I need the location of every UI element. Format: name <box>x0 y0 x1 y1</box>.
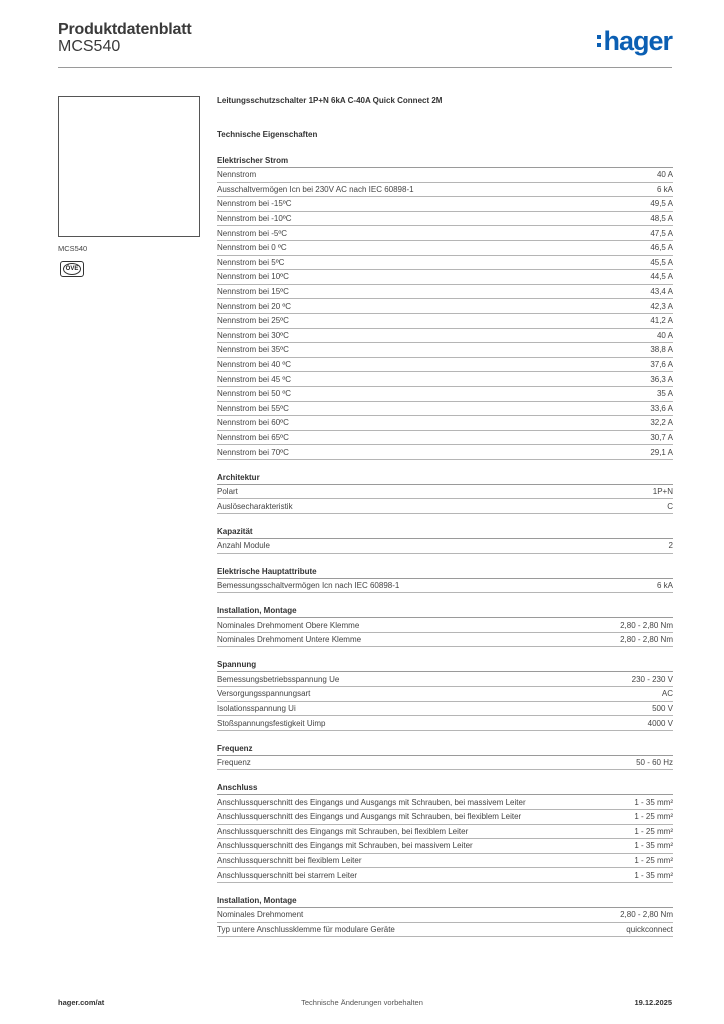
spec-label: Anzahl Module <box>217 541 270 551</box>
spec-row <box>217 868 673 883</box>
spec-value: 4000 V <box>647 718 673 728</box>
spec-value: 44,5 A <box>650 272 673 282</box>
spec-label: Anschlussquerschnitt des Eingangs mit Schrauben, bei massivem Leiter <box>217 841 473 851</box>
spec-value: 500 V <box>652 703 673 713</box>
spec-group <box>217 743 673 771</box>
spec-label: Isolationsspannung Ui <box>217 703 296 713</box>
spec-value: 50 - 60 Hz <box>636 758 673 768</box>
spec-value: 2,80 - 2,80 Nm <box>620 635 673 645</box>
certification-mark-text: ÖVE <box>63 263 81 275</box>
spec-row <box>217 908 673 923</box>
spec-row <box>217 854 673 869</box>
spec-label: Ausschaltvermögen Icn bei 230V AC nach IEC 60898-1 <box>217 184 414 194</box>
spec-value: 230 - 230 V <box>631 674 673 684</box>
spec-label: Polart <box>217 487 238 497</box>
spec-label: Nennstrom bei 5ºC <box>217 257 285 267</box>
spec-group <box>217 605 673 647</box>
spec-row <box>217 226 673 241</box>
spec-value: 36,3 A <box>650 374 673 384</box>
spec-label: Nennstrom bei 20 ºC <box>217 301 292 311</box>
page-title: Produktdatenblatt <box>58 21 192 38</box>
spec-value: 29,1 A <box>650 447 673 457</box>
spec-value: 41,2 A <box>650 316 673 326</box>
spec-label: Nominales Drehmoment <box>217 910 304 920</box>
footer-date: 19.12.2025 <box>634 998 672 1007</box>
spec-label: Nennstrom bei 0 ºC <box>217 243 287 253</box>
product-name: Leitungsschutzschalter 1P+N 6kA C-40A Quick Connect 2M <box>217 96 443 105</box>
spec-label: Nennstrom <box>217 170 257 180</box>
spec-value: 43,4 A <box>650 287 673 297</box>
spec-value: 1P+N <box>652 487 673 497</box>
spec-row <box>217 702 673 717</box>
spec-row <box>217 343 673 358</box>
hager-logo[interactable] <box>597 26 672 56</box>
spec-row <box>217 183 673 198</box>
spec-label: Nennstrom bei 10ºC <box>217 272 289 282</box>
spec-row <box>217 579 673 594</box>
spec-value: 38,8 A <box>650 345 673 355</box>
spec-group-title: Kapazität <box>217 526 673 539</box>
spec-row <box>217 431 673 446</box>
spec-value: 33,6 A <box>650 403 673 413</box>
spec-group-title: Elektrischer Strom <box>217 155 673 168</box>
spec-label: Nennstrom bei 60ºC <box>217 418 289 428</box>
footer-website-link[interactable]: hager.com/at <box>58 998 105 1007</box>
spec-value: 2,80 - 2,80 Nm <box>620 620 673 630</box>
spec-group-title: Installation, Montage <box>217 605 673 618</box>
spec-group <box>217 155 673 460</box>
spec-group-title: Anschluss <box>217 782 673 795</box>
spec-label: Anschlussquerschnitt des Eingangs und Ausgangs mit Schrauben, bei massivem Leiter <box>217 797 526 807</box>
spec-value: 6 kA <box>656 580 673 590</box>
spec-row <box>217 299 673 314</box>
spec-group-title: Frequenz <box>217 743 673 756</box>
spec-value: 48,5 A <box>650 214 673 224</box>
spec-label: Frequenz <box>217 758 251 768</box>
spec-value: AC <box>661 689 673 699</box>
spec-value: 2 <box>668 541 673 551</box>
spec-group <box>217 472 673 514</box>
spec-row <box>217 270 673 285</box>
spec-value: 35 A <box>656 389 673 399</box>
spec-row <box>217 445 673 460</box>
spec-label: Nennstrom bei -5ºC <box>217 228 288 238</box>
spec-label: Typ untere Anschlussklemme für modulare Geräte <box>217 924 395 934</box>
spec-label: Bemessungsschaltvermögen Icn nach IEC 60898-1 <box>217 580 400 590</box>
spec-row <box>217 416 673 431</box>
footer-notice: Technische Änderungen vorbehalten <box>301 998 423 1007</box>
spec-label: Nennstrom bei 25ºC <box>217 316 289 326</box>
spec-label: Nennstrom bei 45 ºC <box>217 374 292 384</box>
spec-row <box>217 168 673 183</box>
spec-group-title: Spannung <box>217 659 673 672</box>
spec-value: 1 - 25 mm² <box>634 856 673 866</box>
spec-row <box>217 672 673 687</box>
spec-group <box>217 659 673 730</box>
spec-group <box>217 895 673 937</box>
spec-value: 1 - 35 mm² <box>634 841 673 851</box>
spec-row <box>217 212 673 227</box>
spec-label: Nennstrom bei 50 ºC <box>217 389 292 399</box>
spec-label: Anschlussquerschnitt des Eingangs und Ausgangs mit Schrauben, bei flexiblem Leiter <box>217 812 522 822</box>
spec-group-title: Installation, Montage <box>217 895 673 908</box>
product-image-placeholder <box>58 96 200 237</box>
page-subtitle: MCS540 <box>58 38 121 55</box>
spec-label: Stoßspannungsfestigkeit Uimp <box>217 718 326 728</box>
spec-row <box>217 539 673 554</box>
spec-value: 46,5 A <box>650 243 673 253</box>
spec-value: C <box>667 501 673 511</box>
spec-label: Nennstrom bei -15ºC <box>217 199 292 209</box>
spec-label: Nominales Drehmoment Untere Klemme <box>217 635 362 645</box>
spec-row <box>217 716 673 731</box>
spec-value: quickconnect <box>626 924 673 934</box>
spec-group-title: Elektrische Hauptattribute <box>217 566 673 579</box>
spec-value: 1 - 25 mm² <box>634 826 673 836</box>
spec-value: 30,7 A <box>650 432 673 442</box>
spec-row <box>217 197 673 212</box>
spec-label: Auslösecharakteristik <box>217 501 293 511</box>
spec-row <box>217 329 673 344</box>
spec-label: Anschlussquerschnitt bei flexiblem Leiter <box>217 856 362 866</box>
spec-label: Versorgungsspannungsart <box>217 689 311 699</box>
spec-label: Anschlussquerschnitt des Eingangs mit Schrauben, bei flexiblem Leiter <box>217 826 469 836</box>
spec-label: Nennstrom bei 65ºC <box>217 432 289 442</box>
spec-row <box>217 839 673 854</box>
spec-label: Bemessungsbetriebsspannung Ue <box>217 674 340 684</box>
spec-value: 6 kA <box>656 184 673 194</box>
spec-group <box>217 566 673 594</box>
header-divider <box>58 67 672 68</box>
spec-group-title: Architektur <box>217 472 673 485</box>
spec-value: 1 - 35 mm² <box>634 870 673 880</box>
spec-row <box>217 358 673 373</box>
spec-value: 47,5 A <box>650 228 673 238</box>
spec-label: Nennstrom bei 40 ºC <box>217 360 292 370</box>
spec-row <box>217 923 673 938</box>
logo-text: hager <box>603 25 672 56</box>
spec-row <box>217 387 673 402</box>
spec-group <box>217 526 673 554</box>
spec-value: 32,2 A <box>650 418 673 428</box>
spec-row <box>217 618 673 633</box>
spec-row <box>217 372 673 387</box>
section-heading: Technische Eigenschaften <box>217 130 318 139</box>
spec-value: 1 - 25 mm² <box>634 812 673 822</box>
spec-label: Nennstrom bei 55ºC <box>217 403 289 413</box>
spec-label: Nennstrom bei 70ºC <box>217 447 289 457</box>
spec-value: 40 A <box>656 170 673 180</box>
spec-row <box>217 402 673 417</box>
spec-value: 40 A <box>656 330 673 340</box>
spec-row <box>217 256 673 271</box>
spec-row <box>217 756 673 771</box>
spec-group <box>217 782 673 883</box>
spec-value: 45,5 A <box>650 257 673 267</box>
spec-row <box>217 795 673 810</box>
spec-label: Nennstrom bei 35ºC <box>217 345 289 355</box>
spec-row <box>217 485 673 500</box>
spec-value: 2,80 - 2,80 Nm <box>620 910 673 920</box>
spec-row <box>217 825 673 840</box>
spec-row <box>217 285 673 300</box>
spec-row <box>217 241 673 256</box>
logo-colon-icon <box>597 35 601 47</box>
spec-row <box>217 633 673 648</box>
spec-value: 49,5 A <box>650 199 673 209</box>
spec-value: 37,6 A <box>650 360 673 370</box>
spec-label: Nennstrom bei -10ºC <box>217 214 292 224</box>
spec-row <box>217 499 673 514</box>
spec-row <box>217 810 673 825</box>
sidebar-product-code: MCS540 <box>58 244 88 253</box>
specifications-table <box>217 155 673 949</box>
spec-row <box>217 687 673 702</box>
spec-label: Nennstrom bei 30ºC <box>217 330 289 340</box>
spec-label: Nominales Drehmoment Obere Klemme <box>217 620 360 630</box>
spec-value: 1 - 35 mm² <box>634 797 673 807</box>
spec-label: Anschlussquerschnitt bei starrem Leiter <box>217 870 358 880</box>
spec-value: 42,3 A <box>650 301 673 311</box>
spec-label: Nennstrom bei 15ºC <box>217 287 289 297</box>
spec-row <box>217 314 673 329</box>
ove-certification-icon <box>60 261 84 277</box>
